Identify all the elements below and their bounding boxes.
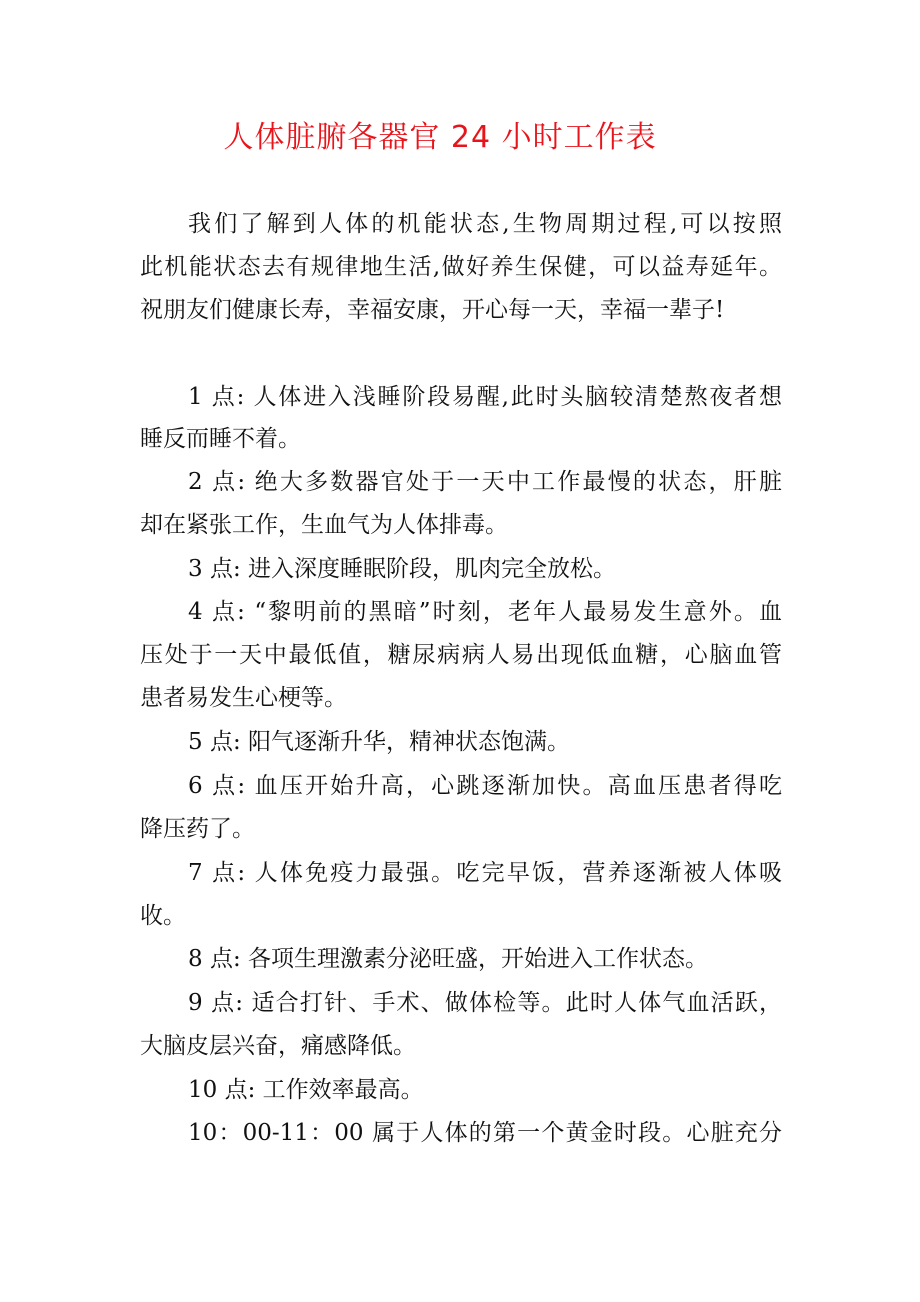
- paragraph-line: 降压药了。: [140, 816, 255, 842]
- paragraph-line: 4 点: “黎明前的黑暗”时刻，老年人最易发生意外。血: [188, 599, 782, 625]
- paragraph-line: 睡反而睡不着。: [140, 426, 301, 452]
- paragraph-line: 我们了解到人体的机能状态,生物周期过程,可以按照: [188, 211, 782, 237]
- paragraph-line: 6 点: 血压开始升高，心跳逐渐加快。高血压患者得吃: [188, 773, 782, 799]
- paragraph-line: 7 点: 人体免疫力最强。吃完早饭，营养逐渐被人体吸: [188, 860, 782, 886]
- paragraph-line: 9 点: 适合打针、手术、做体检等。此时人体气血活跃，: [188, 990, 782, 1016]
- paragraph-line: 患者易发生心梗等。: [140, 685, 347, 711]
- paragraph-line: 1 点: 人体进入浅睡阶段易醒,此时头脑较清楚熬夜者想: [188, 384, 782, 410]
- paragraph-line: 此机能状态去有规律地生活,做好养生保健，可以益寿延年。: [140, 254, 782, 280]
- paragraph-line: 祝朋友们健康长寿，幸福安康，开心每一天，幸福一辈子!: [140, 297, 725, 323]
- paragraph-line: 大脑皮层兴奋，痛感降低。: [140, 1033, 416, 1059]
- paragraph-line: 5 点: 阳气逐渐升华，精神状态饱满。: [188, 729, 571, 755]
- paragraph-line: 10：00-11：00 属于人体的第一个黄金时段。心脏充分: [188, 1120, 782, 1146]
- paragraph-line: 压处于一天中最低值，糖尿病病人易出现低血糖，心脑血管: [140, 642, 782, 668]
- paragraph-line: 却在紧张工作，生血气为人体排毒。: [140, 512, 508, 538]
- paragraph-line: 收。: [140, 903, 186, 929]
- paragraph-line: 8 点: 各项生理激素分泌旺盛，开始进入工作状态。: [188, 946, 709, 972]
- paragraph-line: 3 点: 进入深度睡眠阶段，肌肉完全放松。: [188, 556, 617, 582]
- paragraph-line: 2 点: 绝大多数器官处于一天中工作最慢的状态，肝脏: [188, 469, 782, 495]
- paragraph-line: 10 点: 工作效率最高。: [188, 1077, 424, 1103]
- document-title: 人体脏腑各器官 24 小时工作表: [223, 120, 657, 155]
